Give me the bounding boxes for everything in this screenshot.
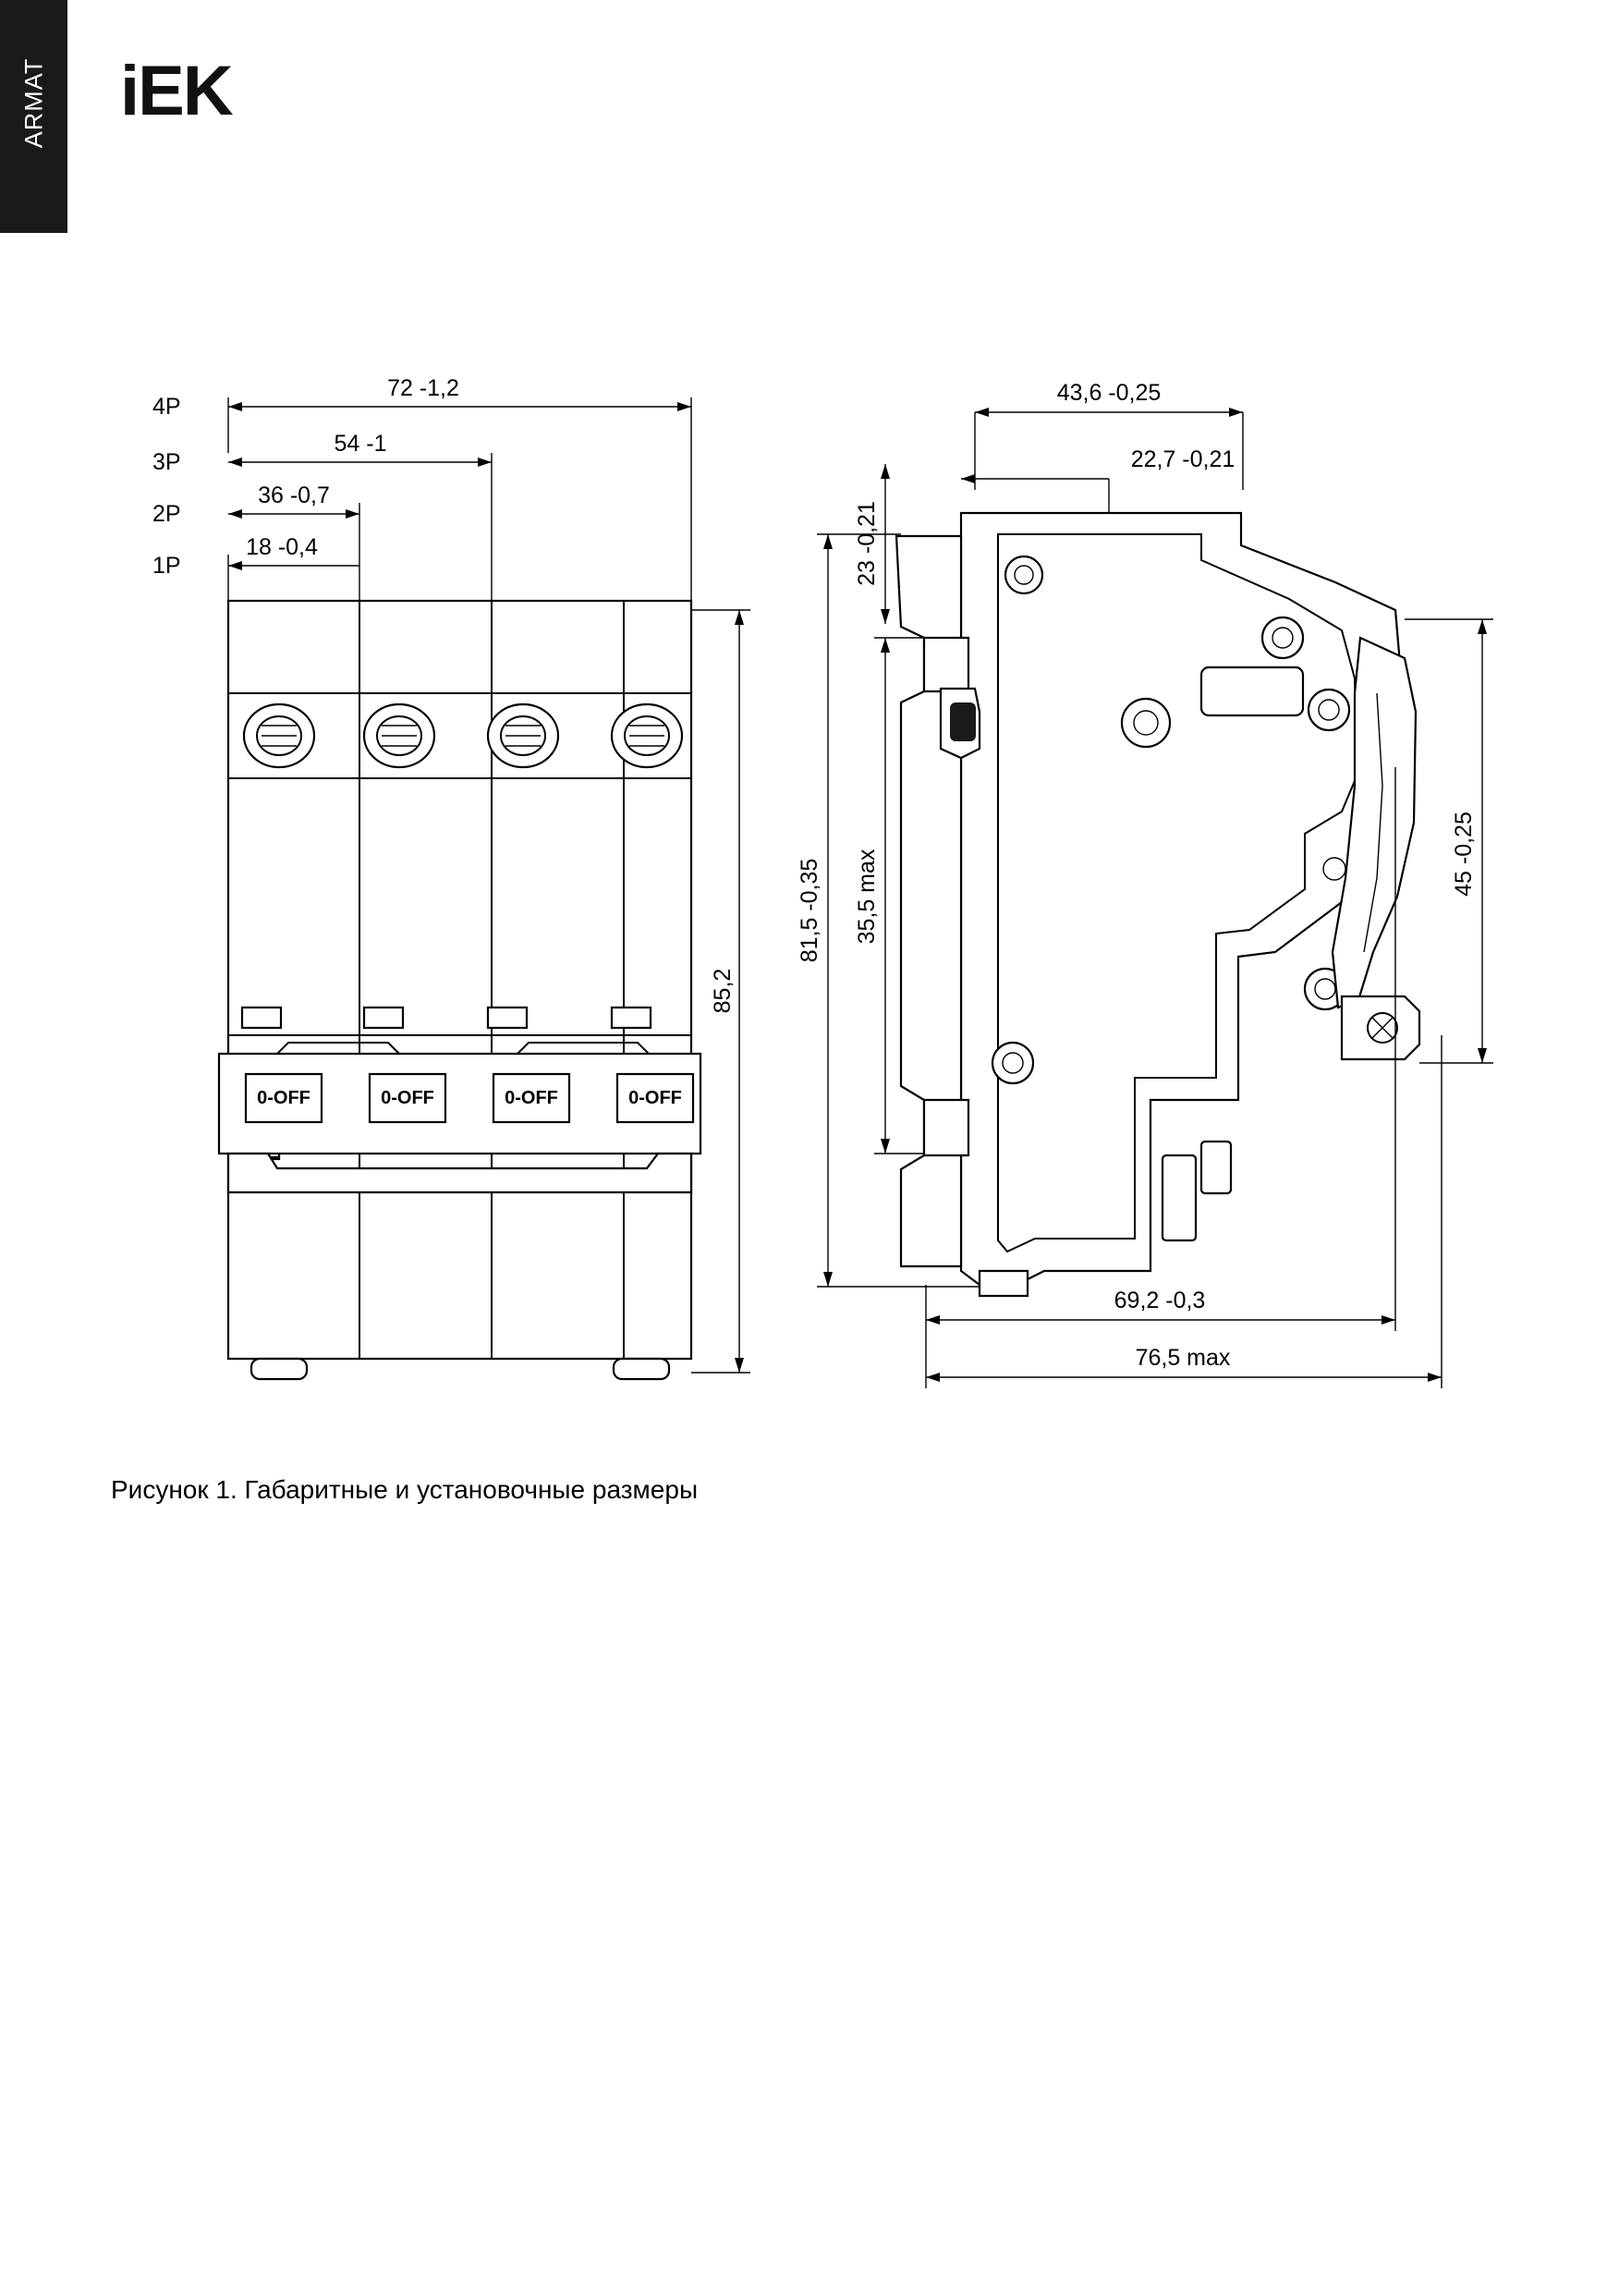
figure-caption: Рисунок 1. Габаритные и установочные размеры: [111, 1475, 699, 1504]
dim-value-1p: 18 -0,4: [246, 534, 318, 560]
toggle-label-1: 0-OFF: [257, 1088, 310, 1108]
pole-label-2p: 2P: [152, 501, 181, 527]
dim-value-22-7: 22,7 -0,21: [1130, 446, 1236, 472]
dim-1p: [152, 534, 359, 579]
dim-23: [854, 464, 890, 624]
dim-value-3p: 54 -1: [334, 431, 387, 457]
dim-value-4p: 72 -1,2: [387, 375, 459, 401]
dim-2p: [152, 482, 359, 527]
toggle-label-3: 0-OFF: [505, 1088, 558, 1108]
pole-label-1p: 1P: [152, 553, 181, 579]
dim-3p: [152, 431, 492, 475]
front-view: [152, 375, 750, 1379]
brand-band: [0, 0, 67, 233]
toggle-band: [219, 1043, 700, 1154]
dim-value-23: 23 -0,21: [854, 501, 880, 586]
brand-band-label: ARMAT: [19, 57, 48, 149]
dim-value-69-2: 69,2 -0,3: [1114, 1288, 1206, 1313]
breaker-side-body: [896, 513, 1419, 1296]
dim-value-43-6: 43,6 -0,25: [1056, 380, 1162, 406]
company-logo: iEK: [120, 52, 232, 130]
dim-value-height: 85,2: [710, 968, 736, 1014]
dim-height-85: [691, 610, 750, 1373]
dim-value-35-5-max: 35,5 max: [854, 849, 880, 945]
toggle-label-4: 0-OFF: [628, 1088, 682, 1108]
dim-value-2p: 36 -0,7: [258, 482, 330, 508]
dim-4p: [152, 375, 691, 420]
side-view: [797, 380, 1493, 1388]
pole-label-3p: 3P: [152, 449, 181, 475]
dim-value-76-5-max: 76,5 max: [1135, 1345, 1231, 1371]
dim-45: [1405, 619, 1493, 1063]
toggle-label-2: 0-OFF: [381, 1088, 434, 1108]
dim-43-6: [975, 380, 1243, 490]
technical-drawing: [0, 305, 1619, 1525]
breaker-front-body: [219, 601, 700, 1379]
pole-label-4p: 4P: [152, 394, 181, 420]
dim-value-81-5: 81,5 -0,35: [797, 858, 822, 963]
dim-value-45: 45 -0,25: [1451, 812, 1477, 897]
